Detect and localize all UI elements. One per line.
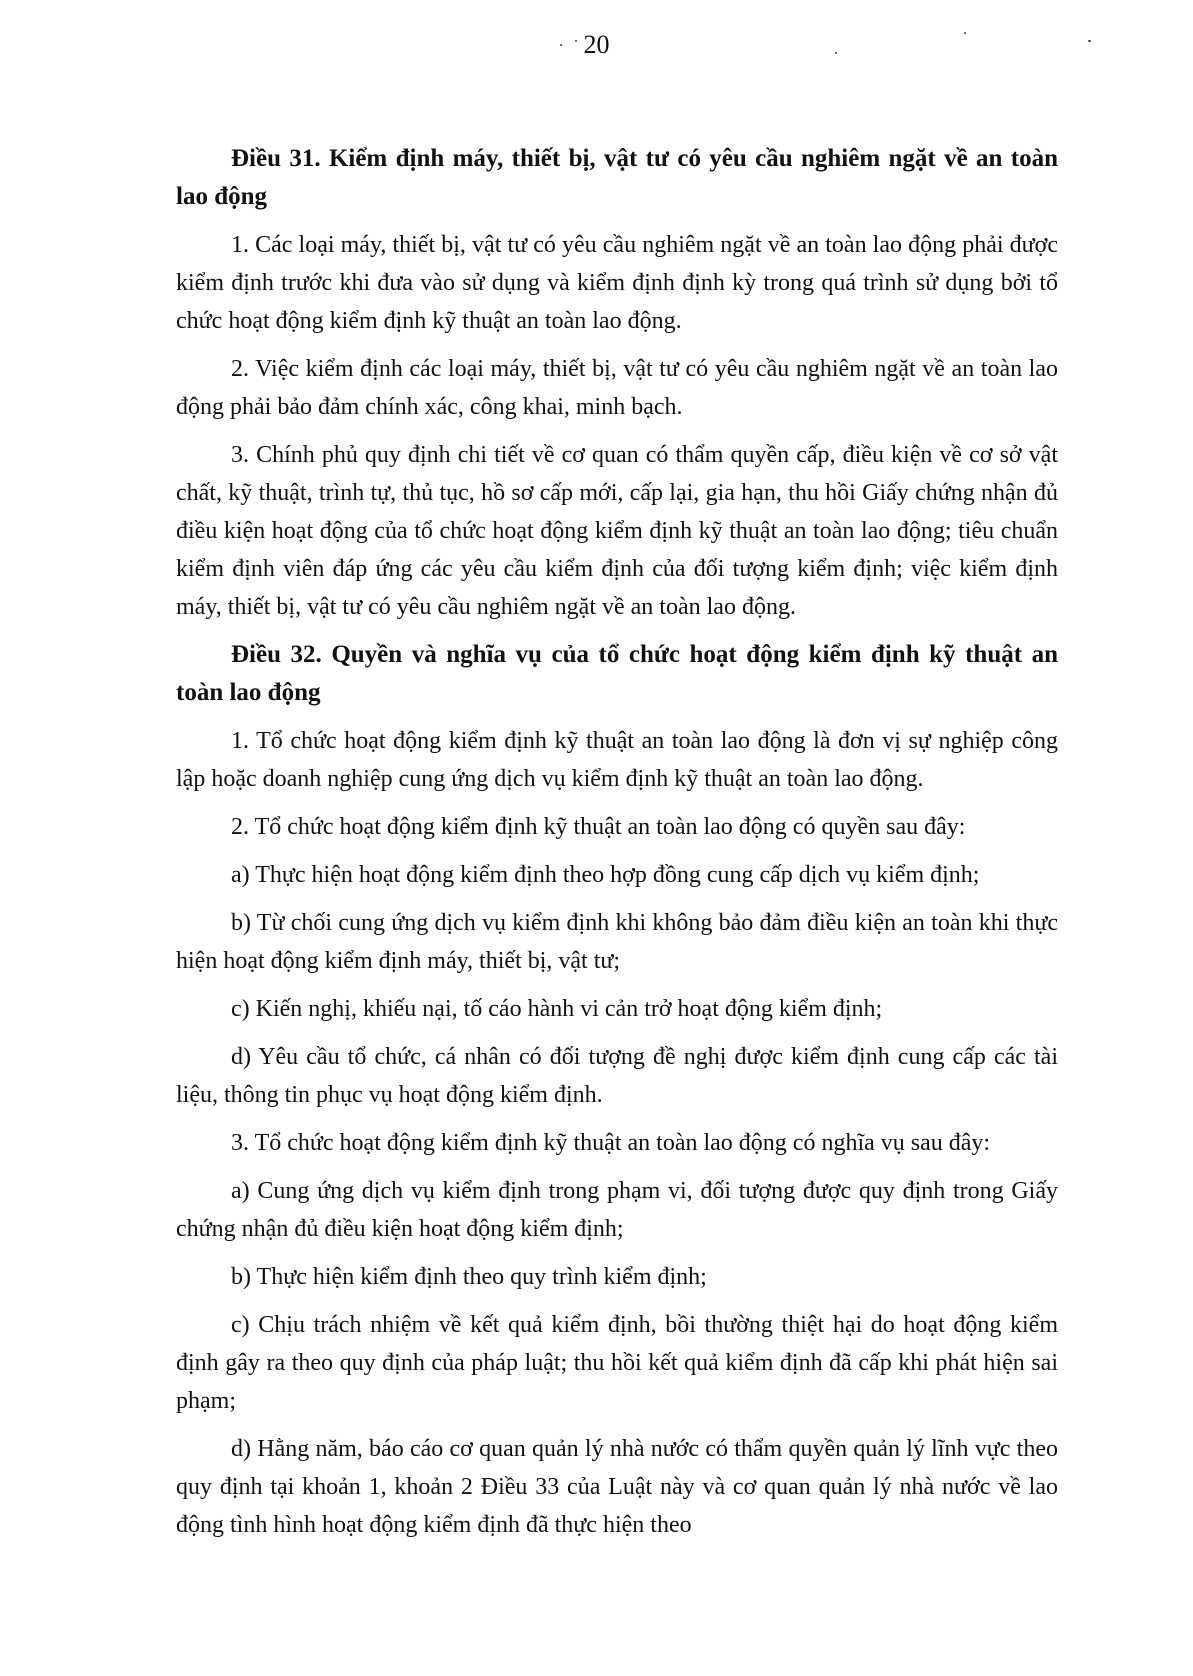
article-32-clause-3c: c) Chịu trách nhiệm về kết quả kiểm định, bồi thường thiệt hại do hoạt động kiểm định gây ra theo quy định của pháp luật; thu hồi kết quả kiểm định đã cấp khi phát hiện sai phạm;: [176, 1312, 1058, 1414]
document-body: [176, 140, 1058, 1554]
article-32-clause-2a: a) Thực hiện hoạt động kiểm định theo hợp đồng cung cấp dịch vụ kiểm định;: [231, 862, 980, 888]
article-32-clause-3d: d) Hằng năm, báo cáo cơ quan quản lý nhà nước có thẩm quyền quản lý lĩnh vực theo quy định tại khoản 1, khoản 2 Điều 33 của Luật này và cơ quan quản lý nhà nước về lao động tình hình hoạt động kiểm định đã thực hiện theo: [176, 1436, 1058, 1538]
article-32-clause-2b: b) Từ chối cung ứng dịch vụ kiểm định khi không bảo đảm điều kiện an toàn khi thực hiện hoạt động kiểm định máy, thiết bị, vật tư;: [176, 910, 1058, 974]
article-32-heading: Điều 32. Quyền và nghĩa vụ của tổ chức hoạt động kiểm định kỹ thuật an toàn lao động: [176, 641, 1058, 706]
article-31-clause-2: 2. Việc kiểm định các loại máy, thiết bị, vật tư có yêu cầu nghiêm ngặt về an toàn lao động phải bảo đảm chính xác, công khai, minh bạch.: [176, 356, 1058, 420]
article-32-clause-3a: a) Cung ứng dịch vụ kiểm định trong phạm vi, đối tượng được quy định trong Giấy chứng nhận đủ điều kiện hoạt động kiểm định;: [176, 1178, 1058, 1242]
page-number: 20: [583, 30, 610, 59]
article-31-clause-1: 1. Các loại máy, thiết bị, vật tư có yêu cầu nghiêm ngặt về an toàn lao động phải được kiểm định trước khi đưa vào sử dụng và kiểm định định kỳ trong quá trình sử dụng bởi tổ chức hoạt động kiểm định kỹ thuật an toàn lao động.: [176, 232, 1058, 334]
article-31-clause-3: 3. Chính phủ quy định chi tiết về cơ quan có thẩm quyền cấp, điều kiện về cơ sở vật chất, kỹ thuật, trình tự, thủ tục, hồ sơ cấp mới, cấp lại, gia hạn, thu hồi Giấy chứng nhận đủ điều kiện hoạt động của tổ chức hoạt động kiểm định kỹ thuật an toàn lao động; tiêu chuẩn kiểm định viên đáp ứng các yêu cầu kiểm định của đối tượng kiểm định; việc kiểm định máy, thiết bị, vật tư có yêu cầu nghiêm ngặt về an toàn lao động.: [176, 442, 1058, 620]
article-32-clause-2: 2. Tổ chức hoạt động kiểm định kỹ thuật an toàn lao động có quyền sau đây:: [231, 814, 966, 840]
article-31: [176, 140, 1058, 626]
article-32-clause-3: 3. Tổ chức hoạt động kiểm định kỹ thuật an toàn lao động có nghĩa vụ sau đây:: [231, 1130, 991, 1156]
article-32-clause-1: 1. Tổ chức hoạt động kiểm định kỹ thuật an toàn lao động là đơn vị sự nghiệp công lập hoặc doanh nghiệp cung ứng dịch vụ kiểm định kỹ thuật an toàn lao động.: [176, 728, 1058, 792]
article-32: [176, 636, 1058, 1544]
article-32-clause-3b: b) Thực hiện kiểm định theo quy trình kiểm định;: [231, 1264, 707, 1290]
article-31-heading: Điều 31. Kiểm định máy, thiết bị, vật tư có yêu cầu nghiêm ngặt về an toàn lao động: [176, 145, 1058, 210]
article-32-clause-2c: c) Kiến nghị, khiếu nại, tố cáo hành vi cản trở hoạt động kiểm định;: [231, 996, 883, 1022]
article-32-clause-2d: d) Yêu cầu tổ chức, cá nhân có đối tượng đề nghị được kiểm định cung cấp các tài liệu, thông tin phục vụ hoạt động kiểm định.: [176, 1044, 1058, 1108]
